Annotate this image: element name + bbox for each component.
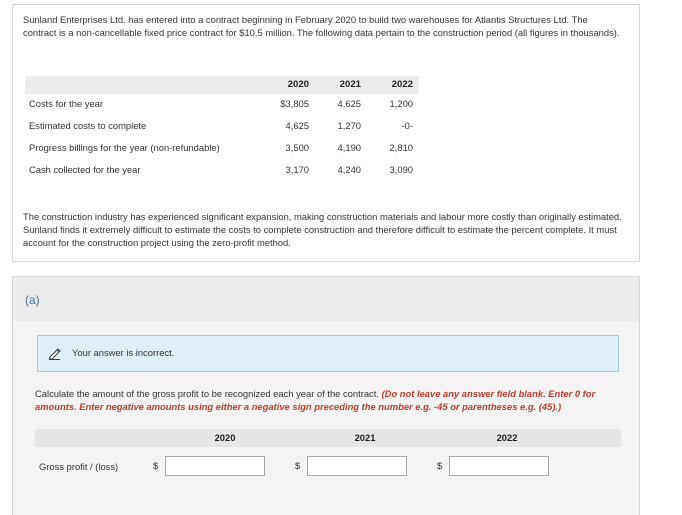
instruction-warning: (Do not leave any answer field blank. Enter 0 for amounts. Enter negative amounts using either a negative sign preceding the number e.g. -45 or parentheses e.g. (45).) [35,388,596,412]
row-label: Costs for the year [29,98,103,109]
instruction-main: Calculate the amount of the gross profit to be recognized each year of the contract. [35,388,379,399]
problem-card [12,4,640,262]
row-label: Cash collected for the year [29,164,141,175]
table-row [25,119,419,133]
row-label: Progress billings for the year (non-refundable) [29,142,220,153]
answer-col-2021: 2021 [354,432,376,443]
row-label: Estimated costs to complete [29,120,147,131]
part-label: (a) [25,293,40,307]
instruction-text [35,387,625,413]
answer-row-label: Gross profit / (loss) [39,461,119,472]
cell: 2,810 [389,142,413,153]
problem-intro: Sunland Enterprises Ltd. has entered into a contract beginning in February 2020 to build two warehouses for Atlantis Structures Ltd. The contract is a non-cancellable fixed price contract for $10.5 million. The following data pertain to the construction period (all figures in thousands). [23,14,620,38]
table-row [25,163,419,177]
part-a-panel [12,276,640,515]
problem-note: The construction industry has experienced significant expansion, making construction materials and labour more costly than originally estimated. Sunland finds it extremely difficult to estimate the costs to complete construction and therefore difficult to estimate the percent complete. It must account for the construction project using the zero-profit method. [23,211,622,248]
cell: $3,805 [280,98,309,109]
cell: -0- [401,120,413,131]
col-2022: 2022 [391,79,413,90]
cell: 1,200 [389,98,413,109]
col-2020: 2020 [287,79,309,90]
cell: 4,625 [337,98,361,109]
cell: 1,270 [337,120,361,131]
cell: 4,240 [337,164,361,175]
table-row [25,141,419,155]
cell: 3,170 [285,164,309,175]
cell: 4,190 [337,142,361,153]
answer-col-2022: 2022 [496,432,518,443]
cell: 3,500 [285,142,309,153]
currency-symbol: $ [295,461,301,472]
gross-profit-2022-input[interactable] [449,456,549,476]
cell: 3,090 [389,164,413,175]
table-row [25,97,419,111]
currency-symbol: $ [437,461,443,472]
feedback-message: Your answer is incorrect. [72,347,175,358]
pencil-icon [48,346,62,360]
part-header [13,277,639,321]
answer-table-header [35,429,621,447]
feedback-banner [37,335,619,372]
data-table-header [25,76,419,94]
gross-profit-2021-input[interactable] [307,456,407,476]
currency-symbol: $ [153,461,159,472]
cell: 4,625 [285,120,309,131]
gross-profit-2020-input[interactable] [165,456,265,476]
col-2021: 2021 [339,79,361,90]
answer-row-gross-profit [35,451,621,485]
answer-col-2020: 2020 [214,432,236,443]
